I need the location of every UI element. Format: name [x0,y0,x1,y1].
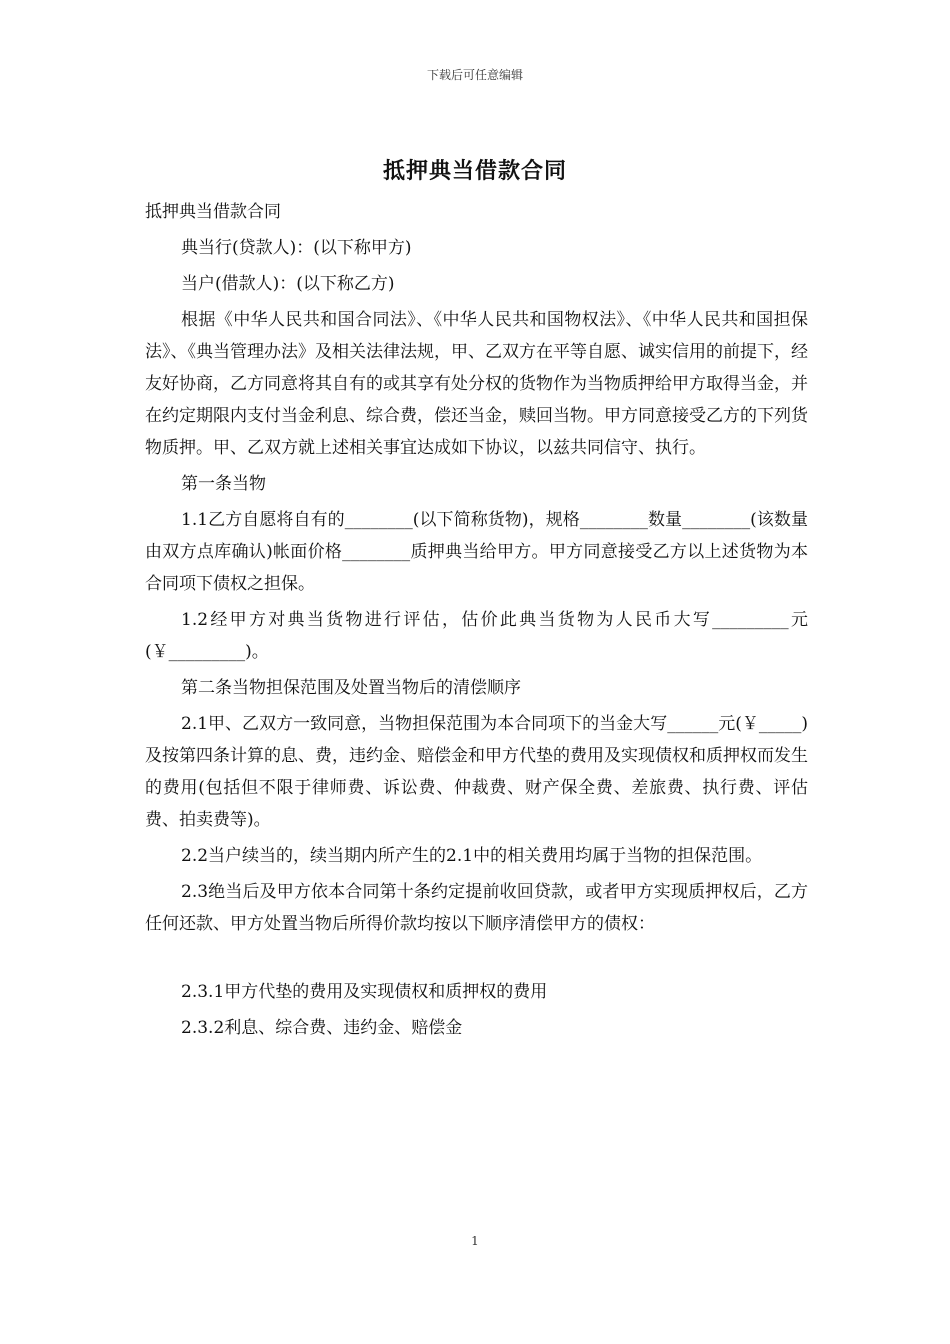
clause-1-2: 1.2经甲方对典当货物进行评估，估价此典当货物为人民币大写_________元(￥_________)。 [145,610,808,662]
clause-2-3-1: 2.3.1甲方代垫的费用及实现债权和质押权的费用 [181,982,548,1002]
clause-2-2: 2.2当户续当的，续当期内所产生的2.1中的相关费用均属于当物的担保范围。 [181,846,763,866]
document-title: 抵押典当借款合同 [382,158,567,184]
page-header: 下载后可任意编辑 [426,68,523,82]
section-heading-article-1: 第一条当物 [181,474,266,494]
document-body [145,196,808,1048]
paragraph-borrower: 当户(借款人)：(以下称乙方) [181,274,395,294]
paragraph-contract-name: 抵押典当借款合同 [145,202,281,222]
clause-1-1: 1.1乙方自愿将自有的________(以下简称货物)，规格________数量________(该数量由双方点库确认)帐面价格________质押典当给甲方。甲方同意接受乙方以上述货物为本合同项下债权之担保。 [145,510,808,594]
paragraph-lender: 典当行(贷款人)：(以下称甲方) [181,238,412,258]
clause-2-3-2: 2.3.2利息、综合费、违约金、赔偿金 [181,1018,463,1038]
page-number: 1 [471,1234,479,1248]
paragraph-preamble: 根据《中华人民共和国合同法》、《中华人民共和国物权法》、《中华人民共和国担保法》、《典当管理办法》及相关法律法规，甲、乙双方在平等自愿、诚实信用的前提下，经友好协商，乙方同意将其自有的或其享有处分权的货物作为当物质押给甲方取得当金，并在约定期限内支付当金利息、综合费，偿还当金，赎回当物。甲方同意接受乙方的下列货物质押。甲、乙双方就上述相关事宜达成如下协议，以兹共同信守、执行。 [145,310,808,458]
section-heading-article-2: 第二条当物担保范围及处置当物后的清偿顺序 [181,678,521,698]
clause-2-1: 2.1甲、乙双方一致同意，当物担保范围为本合同项下的当金大写______元(￥_____)及按第四条计算的息、费，违约金、赔偿金和甲方代垫的费用及实现债权和质押权而发生的费用(包括但不限于律师费、诉讼费、仲裁费、财产保全费、差旅费、执行费、评估费、拍卖费等)。 [145,714,808,830]
clause-2-3: 2.3绝当后及甲方依本合同第十条约定提前收回贷款，或者甲方实现质押权后，乙方任何还款、甲方处置当物后所得价款均按以下顺序清偿甲方的债权： [145,882,808,934]
